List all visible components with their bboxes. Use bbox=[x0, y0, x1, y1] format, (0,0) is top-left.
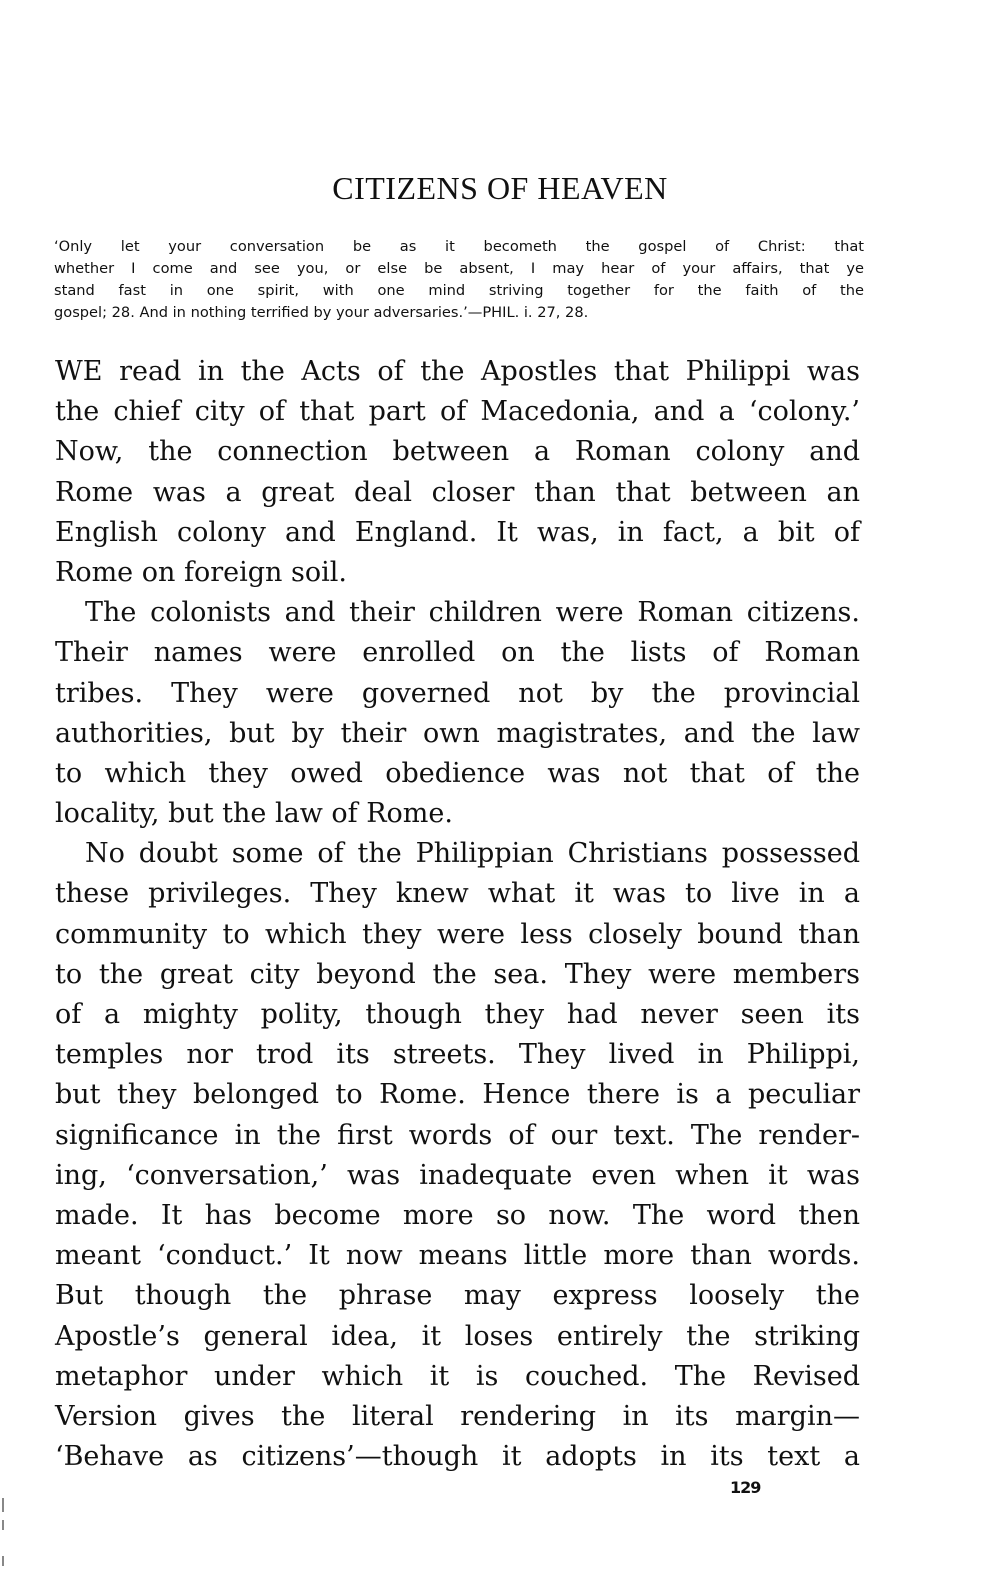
body-line: temples nor trod its streets. They lived in Philippi, bbox=[55, 1039, 860, 1071]
body-line: meant ‘conduct.’ It now means little more than words. bbox=[55, 1240, 860, 1272]
body-line: No doubt some of the Philippian Christians possessed bbox=[85, 838, 860, 870]
body-line: made. It has become more so now. The word then bbox=[55, 1199, 860, 1231]
body-line: of a mighty polity, though they had never seen its bbox=[55, 999, 860, 1030]
body-line: metaphor under which it is couched. The Revised bbox=[55, 1360, 860, 1392]
epigraph-line: whether I come and see you, or else be absent, I may hear of your affairs, that ye bbox=[54, 260, 864, 277]
body-line: the chief city of that part of Macedonia, and a ‘colony.’ bbox=[55, 396, 860, 428]
body-line: ‘Behave as citizens’—though it adopts in its text a bbox=[55, 1441, 860, 1473]
body-line: Rome was a great deal closer than that between an bbox=[55, 476, 860, 508]
body-line: The colonists and their children were Roman citizens. bbox=[85, 597, 860, 629]
body-line: but they belonged to Rome. Hence there is a peculiar bbox=[55, 1079, 860, 1111]
scan-edge-mark bbox=[2, 1498, 4, 1512]
body-line: to the great city beyond the sea. They were members bbox=[55, 958, 860, 990]
epigraph-line: stand fast in one spirit, with one mind striving together for the faith of the bbox=[54, 282, 864, 299]
body-line: Now, the connection between a Roman colony and bbox=[55, 436, 860, 468]
page-number: 129 bbox=[730, 1478, 761, 1497]
body-line: Their names were enrolled on the lists of Roman bbox=[55, 637, 860, 669]
body-line: community to which they were less closely bound than bbox=[55, 918, 860, 950]
body-line: authorities, but by their own magistrates, and the law bbox=[55, 717, 860, 749]
body-text bbox=[55, 352, 860, 1477]
body-line: to which they owed obedience was not that of the bbox=[55, 757, 860, 789]
epigraph bbox=[54, 236, 864, 324]
body-line: significance in the first words of our text. The render- bbox=[55, 1119, 860, 1151]
scan-edge-mark bbox=[2, 1520, 4, 1530]
body-line: tribes. They were governed not by the provincial bbox=[55, 677, 860, 709]
body-line: English colony and England. It was, in fact, a bit of bbox=[55, 516, 860, 548]
epigraph-line: gospel; 28. And in nothing terrified by your adversaries.’—PHIL. i. 27, 28. bbox=[54, 304, 589, 321]
page-title: CITIZENS OF HEAVEN bbox=[332, 170, 668, 206]
body-line: locality, but the law of Rome. bbox=[55, 798, 453, 830]
epigraph-line: ‘Only let your conversation be as it becometh the gospel of Christ: that bbox=[54, 238, 864, 255]
scan-edge-mark bbox=[2, 1556, 4, 1566]
body-line: Version gives the literal rendering in its margin— bbox=[55, 1400, 860, 1432]
body-line: Apostle’s general idea, it loses entirely the striking bbox=[55, 1320, 860, 1352]
body-line: ing, ‘conversation,’ was inadequate even when it was bbox=[55, 1159, 860, 1191]
body-line: But though the phrase may express loosely the bbox=[55, 1280, 860, 1312]
body-line: these privileges. They knew what it was to live in a bbox=[55, 878, 860, 910]
body-line: WE read in the Acts of the Apostles that Philippi was bbox=[55, 356, 860, 387]
body-line: Rome on foreign soil. bbox=[55, 556, 347, 588]
